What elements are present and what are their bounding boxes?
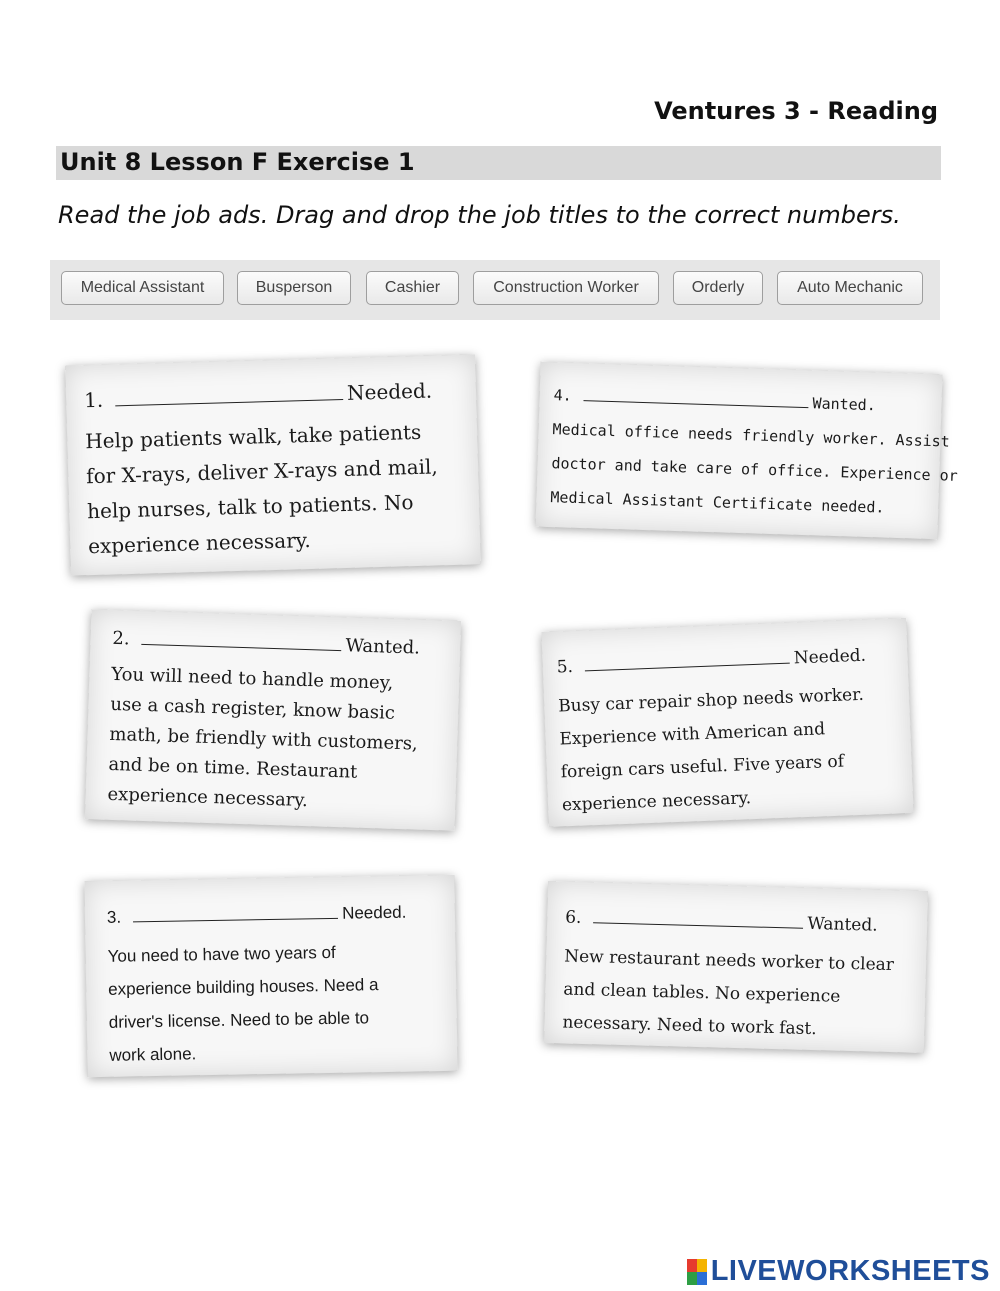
logo-square <box>687 1272 697 1285</box>
job-ad-2 <box>85 609 461 831</box>
ad-line: Busy car repair shop needs worker. <box>557 684 865 717</box>
ad-line: foreign cars useful. Five years of <box>560 751 845 783</box>
chip-busperson[interactable]: Busperson <box>237 271 351 305</box>
ad-line: Help patients walk, take patients <box>84 419 422 454</box>
ad-line: work alone. <box>109 1044 197 1065</box>
liveworksheets-logo <box>687 1255 990 1288</box>
ad-line: Experience with American and <box>559 719 826 750</box>
ad-line: and be on time. Restaurant <box>108 753 358 783</box>
job-ad-3 <box>84 875 457 1077</box>
ad-body <box>107 660 460 821</box>
unit-title: Unit 8 Lesson F Exercise 1 <box>60 148 415 176</box>
ad-line: You need to have two years of <box>107 942 336 966</box>
ad-line: driver's license. Need to be able to <box>108 1008 370 1032</box>
ad-line: experience necessary. <box>107 783 309 812</box>
ad-number: 2. <box>112 627 130 650</box>
ad-body <box>85 413 481 564</box>
ad-line: experience building houses. Need a <box>108 975 379 999</box>
ad-body <box>107 934 457 1072</box>
drop-target-3[interactable] <box>133 904 338 923</box>
ad-suffix: Wanted. <box>812 394 877 415</box>
ad-line: Medical office needs friendly worker. Assist <box>552 420 951 451</box>
chip-medical-assistant[interactable]: Medical Assistant <box>61 271 224 305</box>
drop-target-1[interactable] <box>115 385 343 406</box>
chip-construction-worker[interactable]: Construction Worker <box>473 271 659 305</box>
ad-suffix: Needed. <box>341 902 407 923</box>
instructions: Read the job ads. Drag and drop the job titles to the correct numbers. <box>58 201 901 229</box>
ad-number: 6. <box>564 907 582 928</box>
ad-line: for X-rays, deliver X-rays and mail, <box>85 454 439 489</box>
worksheet-title: Ventures 3 - Reading <box>654 97 938 125</box>
ad-body <box>550 412 958 526</box>
unit-header-bar <box>56 146 941 180</box>
ad-suffix: Wanted. <box>807 913 878 936</box>
job-ad-4 <box>536 362 958 540</box>
ad-body <box>562 941 926 1049</box>
ad-line: and clean tables. No experience <box>563 979 841 1007</box>
ad-line: math, be friendly with customers, <box>109 723 419 755</box>
drop-target-4[interactable] <box>584 386 809 408</box>
ad-suffix: Needed. <box>793 645 867 669</box>
logo-square <box>697 1259 707 1272</box>
ad-body <box>558 677 914 822</box>
ad-number: 4. <box>553 386 572 405</box>
job-ad-1 <box>65 354 481 575</box>
job-ad-5 <box>541 618 913 827</box>
ad-number: 1. <box>83 387 104 413</box>
ad-line: experience necessary. <box>87 527 312 559</box>
ad-line: Medical Assistant Certificate needed. <box>550 488 885 517</box>
chip-auto-mechanic[interactable]: Auto Mechanic <box>777 271 923 305</box>
logo-icon <box>687 1259 707 1285</box>
drop-target-5[interactable] <box>585 649 790 672</box>
logo-square <box>687 1259 697 1272</box>
ad-line: You will need to handle money, <box>111 663 394 694</box>
ad-line: doctor and take care of office. Experience or <box>551 454 958 485</box>
ad-number: 5. <box>556 656 574 678</box>
ad-line: New restaurant needs worker to clear <box>563 946 895 976</box>
chip-orderly[interactable]: Orderly <box>673 271 763 305</box>
ad-line: necessary. Need to work fast. <box>562 1012 817 1040</box>
word-bank <box>50 260 940 320</box>
ad-suffix: Wanted. <box>345 635 421 659</box>
ad-line: help nurses, talk to patients. No <box>86 490 414 524</box>
job-ad-6 <box>544 881 928 1053</box>
ad-number: 3. <box>106 907 122 927</box>
ad-line: experience necessary. <box>561 788 752 816</box>
chip-cashier[interactable]: Cashier <box>366 271 459 305</box>
logo-text: LIVEWORKSHEETS <box>710 1255 990 1287</box>
drop-target-6[interactable] <box>593 908 803 928</box>
ad-suffix: Needed. <box>346 378 433 405</box>
logo-square <box>697 1272 707 1285</box>
drop-target-2[interactable] <box>141 630 341 651</box>
ad-line: use a cash register, know basic <box>110 693 396 724</box>
